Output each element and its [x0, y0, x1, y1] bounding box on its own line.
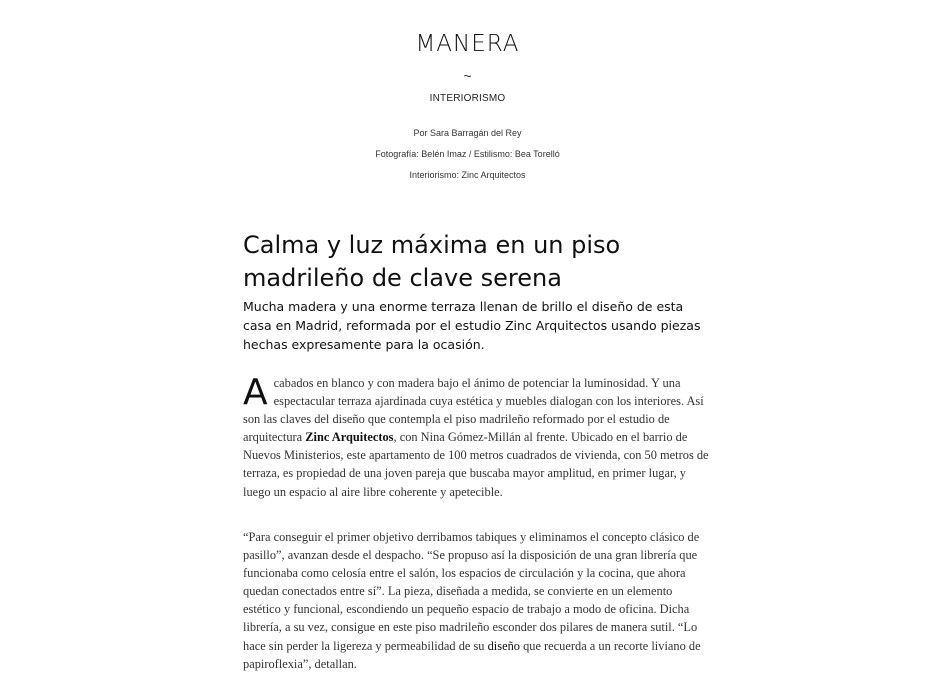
credit-author: Por Sara Barragán del Rey — [413, 128, 522, 138]
article-dek: Mucha madera y una enorme terraza llenan de brillo el diseño de esta casa en Madrid, reformada por el estudio Zinc Arquitectos usando piezas hechas expresamente para la ocasión. — [243, 299, 701, 352]
paragraph-1-text-b: , con Nina Gómez-Millán al frente. Ubicado en el barrio de Nuevos Ministerios, este apartamento de 100 metros cuadrados de vivienda, con 50 metros de terraza, es propiedad de una joven pareja que buscaba mayor amplitud, en primer lugar, y luego un espacio al aire libre coherente y apetecible. — [243, 430, 709, 499]
body-paragraph-1 — [243, 374, 713, 501]
drop-cap: A — [243, 372, 268, 413]
paragraph-2-text-b: que recuerda a un recorte liviano de papiroflexia”, detallan. — [243, 638, 701, 671]
ornament-tilde: ~ — [463, 68, 472, 84]
credit-photo: Fotografía: Belén Imaz / Estilismo: Bea Torelló — [375, 149, 560, 159]
paragraph-1-text-a: cabados en blanco y con madera bajo el ánimo de potenciar la luminosidad. Y una espectacular terraza ajardinada cuya estética y muebles dialogan con los interiores. Así son las claves del diseño que contempla el piso madrileño reformado por el estudio de arquitectura — [243, 376, 704, 445]
credit-interior: Interiorismo: Zinc Arquitectos — [409, 170, 526, 180]
section-label[interactable]: INTERIORISMO — [429, 93, 506, 104]
body-paragraph-2 — [243, 528, 713, 673]
article-headline: Calma y luz máxima en un piso madrileño de clave serena — [243, 231, 621, 292]
site-logo[interactable]: MANERA — [415, 31, 520, 57]
zinc-arquitectos-link[interactable]: Zinc Arquitectos — [305, 430, 394, 445]
diseno-link[interactable]: diseño — [487, 638, 520, 653]
paragraph-2-text-a: “Para conseguir el primer objetivo derribamos tabiques y eliminamos el concepto clásico de pasillo”, avanzan desde el despacho. “Se propuso así la disposición de una gran librería que funcionaba como celosía entre el salón, los espacios de circulación y la cocina, que ahora quedan conectados entre sí”. La pieza, diseñada a medida, se convierte en un elemento estético y funcional, escondiendo un pequeño espacio de trabajo a modo de oficina. Dicha librería, a su vez, consigue en este piso madrileño esconder dos pilares de manera sutil. “Lo hace sin perder la ligereza y permeabilidad de su — [243, 530, 700, 653]
